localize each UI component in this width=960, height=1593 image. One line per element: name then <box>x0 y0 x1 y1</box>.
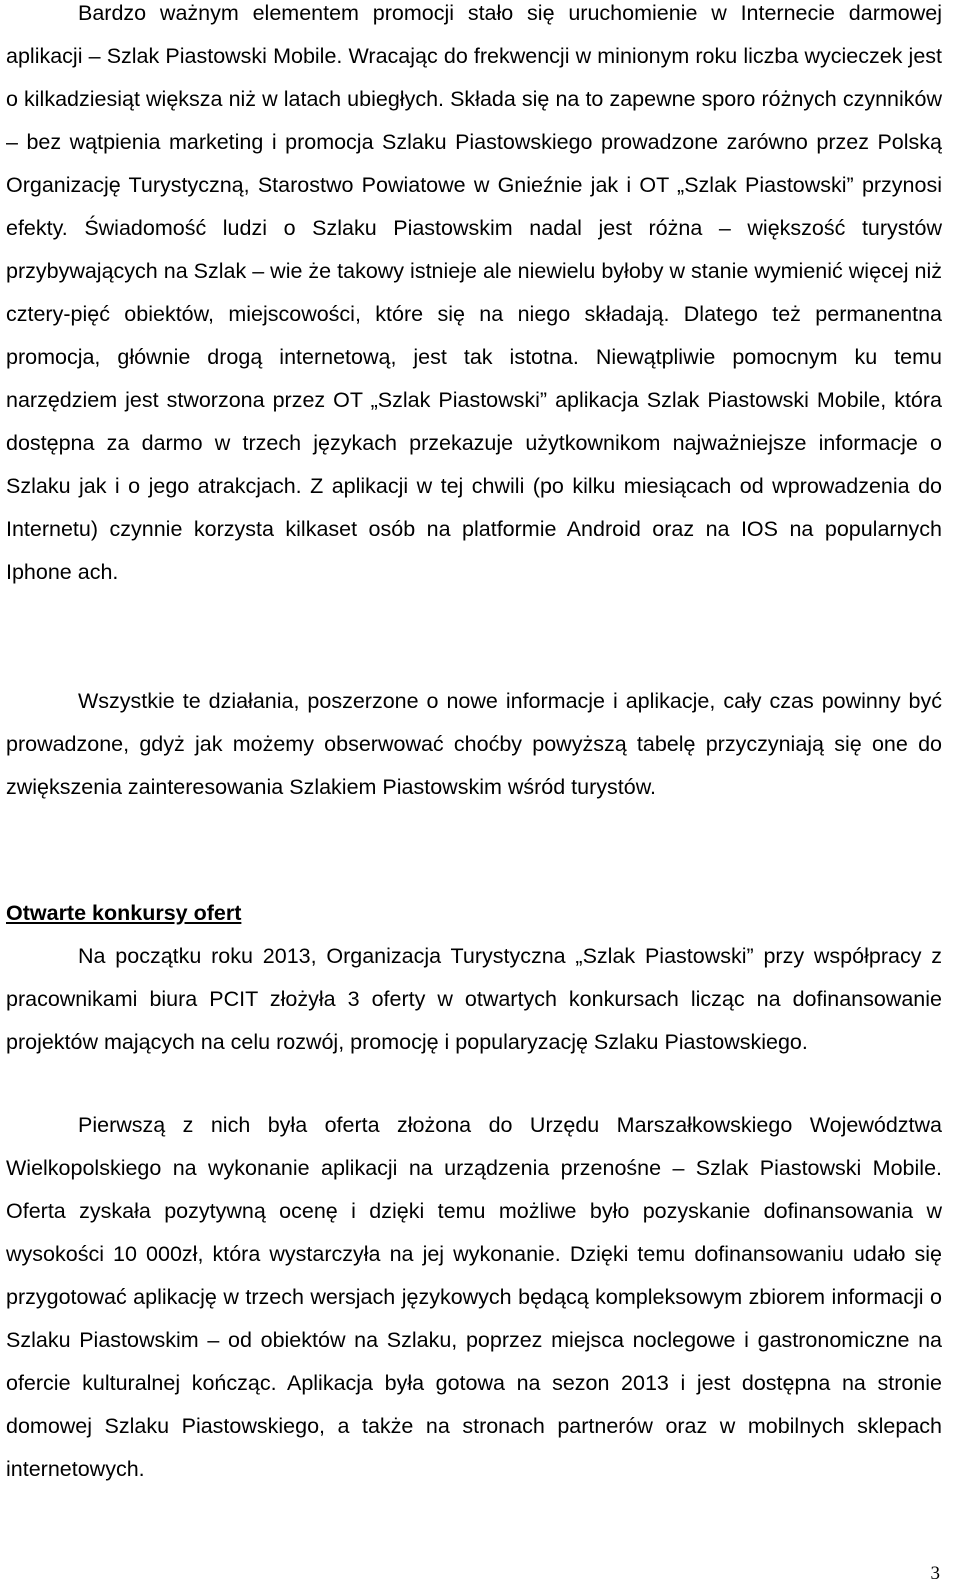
paragraph-mobile-app-promotion: Bardzo ważnym elementem promocji stało się uruchomienie w Internecie darmowej aplikacji – Szlak Piastowski Mobile. Wracając do frekwencji w minionym roku liczba wycieczek jest o kilkadziesiąt większa niż w latach ubiegłych. Składa się na to zapewne sporo różnych czynników – bez wątpienia marketing i promocja Szlaku Piastowskiego prowadzone zarówno przez Polską Organizację Turystyczną, Starostwo Powiatowe w Gnieźnie jak i OT „Szlak Piastowski” przynosi efekty. Świadomość ludzi o Szlaku Piastowskim nadal jest różna – większość turystów przybywających na Szlak – wie że takowy istnieje ale niewielu byłoby w stanie wymienić więcej niż cztery-pięć obiektów, miejscowości, które się na niego składają. Dlatego też permanentna promocja, głównie drogą internetową, jest tak istotna. Niewątpliwie pomocnym ku temu narzędziem jest stworzona przez OT „Szlak Piastowski” aplikacja Szlak Piastowski Mobile, która dostępna za darmo w trzech językach przekazuje użytkownikom najważniejsze informacje o Szlaku jak i o jego atrakcjach. Z aplikacji w tej chwili (po kilku miesiącach od wprowadzenia do Internetu) czynnie korzysta kilkaset osób na platformie Android oraz na IOS na popularnych Iphone ach. <box>6 1 942 584</box>
paragraph-first-offer: Pierwszą z nich była oferta złożona do Urzędu Marszałkowskiego Województwa Wielkopolskiego na wykonanie aplikacji na urządzenia przenośne – Szlak Piastowski Mobile. Oferta zyskała pozytywną ocenę i dzięki temu możliwe było pozyskanie dofinansowania w wysokości 10 000zł, która wystarczyła na jej wykonanie. Dzięki temu dofinansowaniu udało się przygotować aplikację w trzech wersjach językowych będącą kompleksowym zbiorem informacji o Szlaku Piastowskim – od obiektów na Szlaku, poprzez miejsca noclegowe i gastronomiczne na ofercie kulturalnej kończąc. Aplikacja była gotowa na sezon 2013 i jest dostępna na stronie domowej Szlaku Piastowskiego, a także na stronach partnerów oraz w mobilnych sklepach internetowych. <box>6 1113 942 1481</box>
paragraph-summary-activities: Wszystkie te działania, poszerzone o nowe informacje i aplikacje, cały czas powinny być prowadzone, gdyż jak możemy obserwować choćby powyższą tabelę przyczyniają się one do zwiększenia zainteresowania Szlakiem Piastowskim wśród turystów. <box>6 689 942 799</box>
paragraph-offers-intro: Na początku roku 2013, Organizacja Turystyczna „Szlak Piastowski” przy współpracy z pracownikami biura PCIT złożyła 3 oferty w otwartych konkursach licząc na dofinansowanie projektów mających na celu rozwój, promocję i popularyzację Szlaku Piastowskiego. <box>6 944 942 1054</box>
page-number: 3 <box>930 1563 940 1584</box>
section-heading: Otwarte konkursy ofert <box>6 901 242 925</box>
